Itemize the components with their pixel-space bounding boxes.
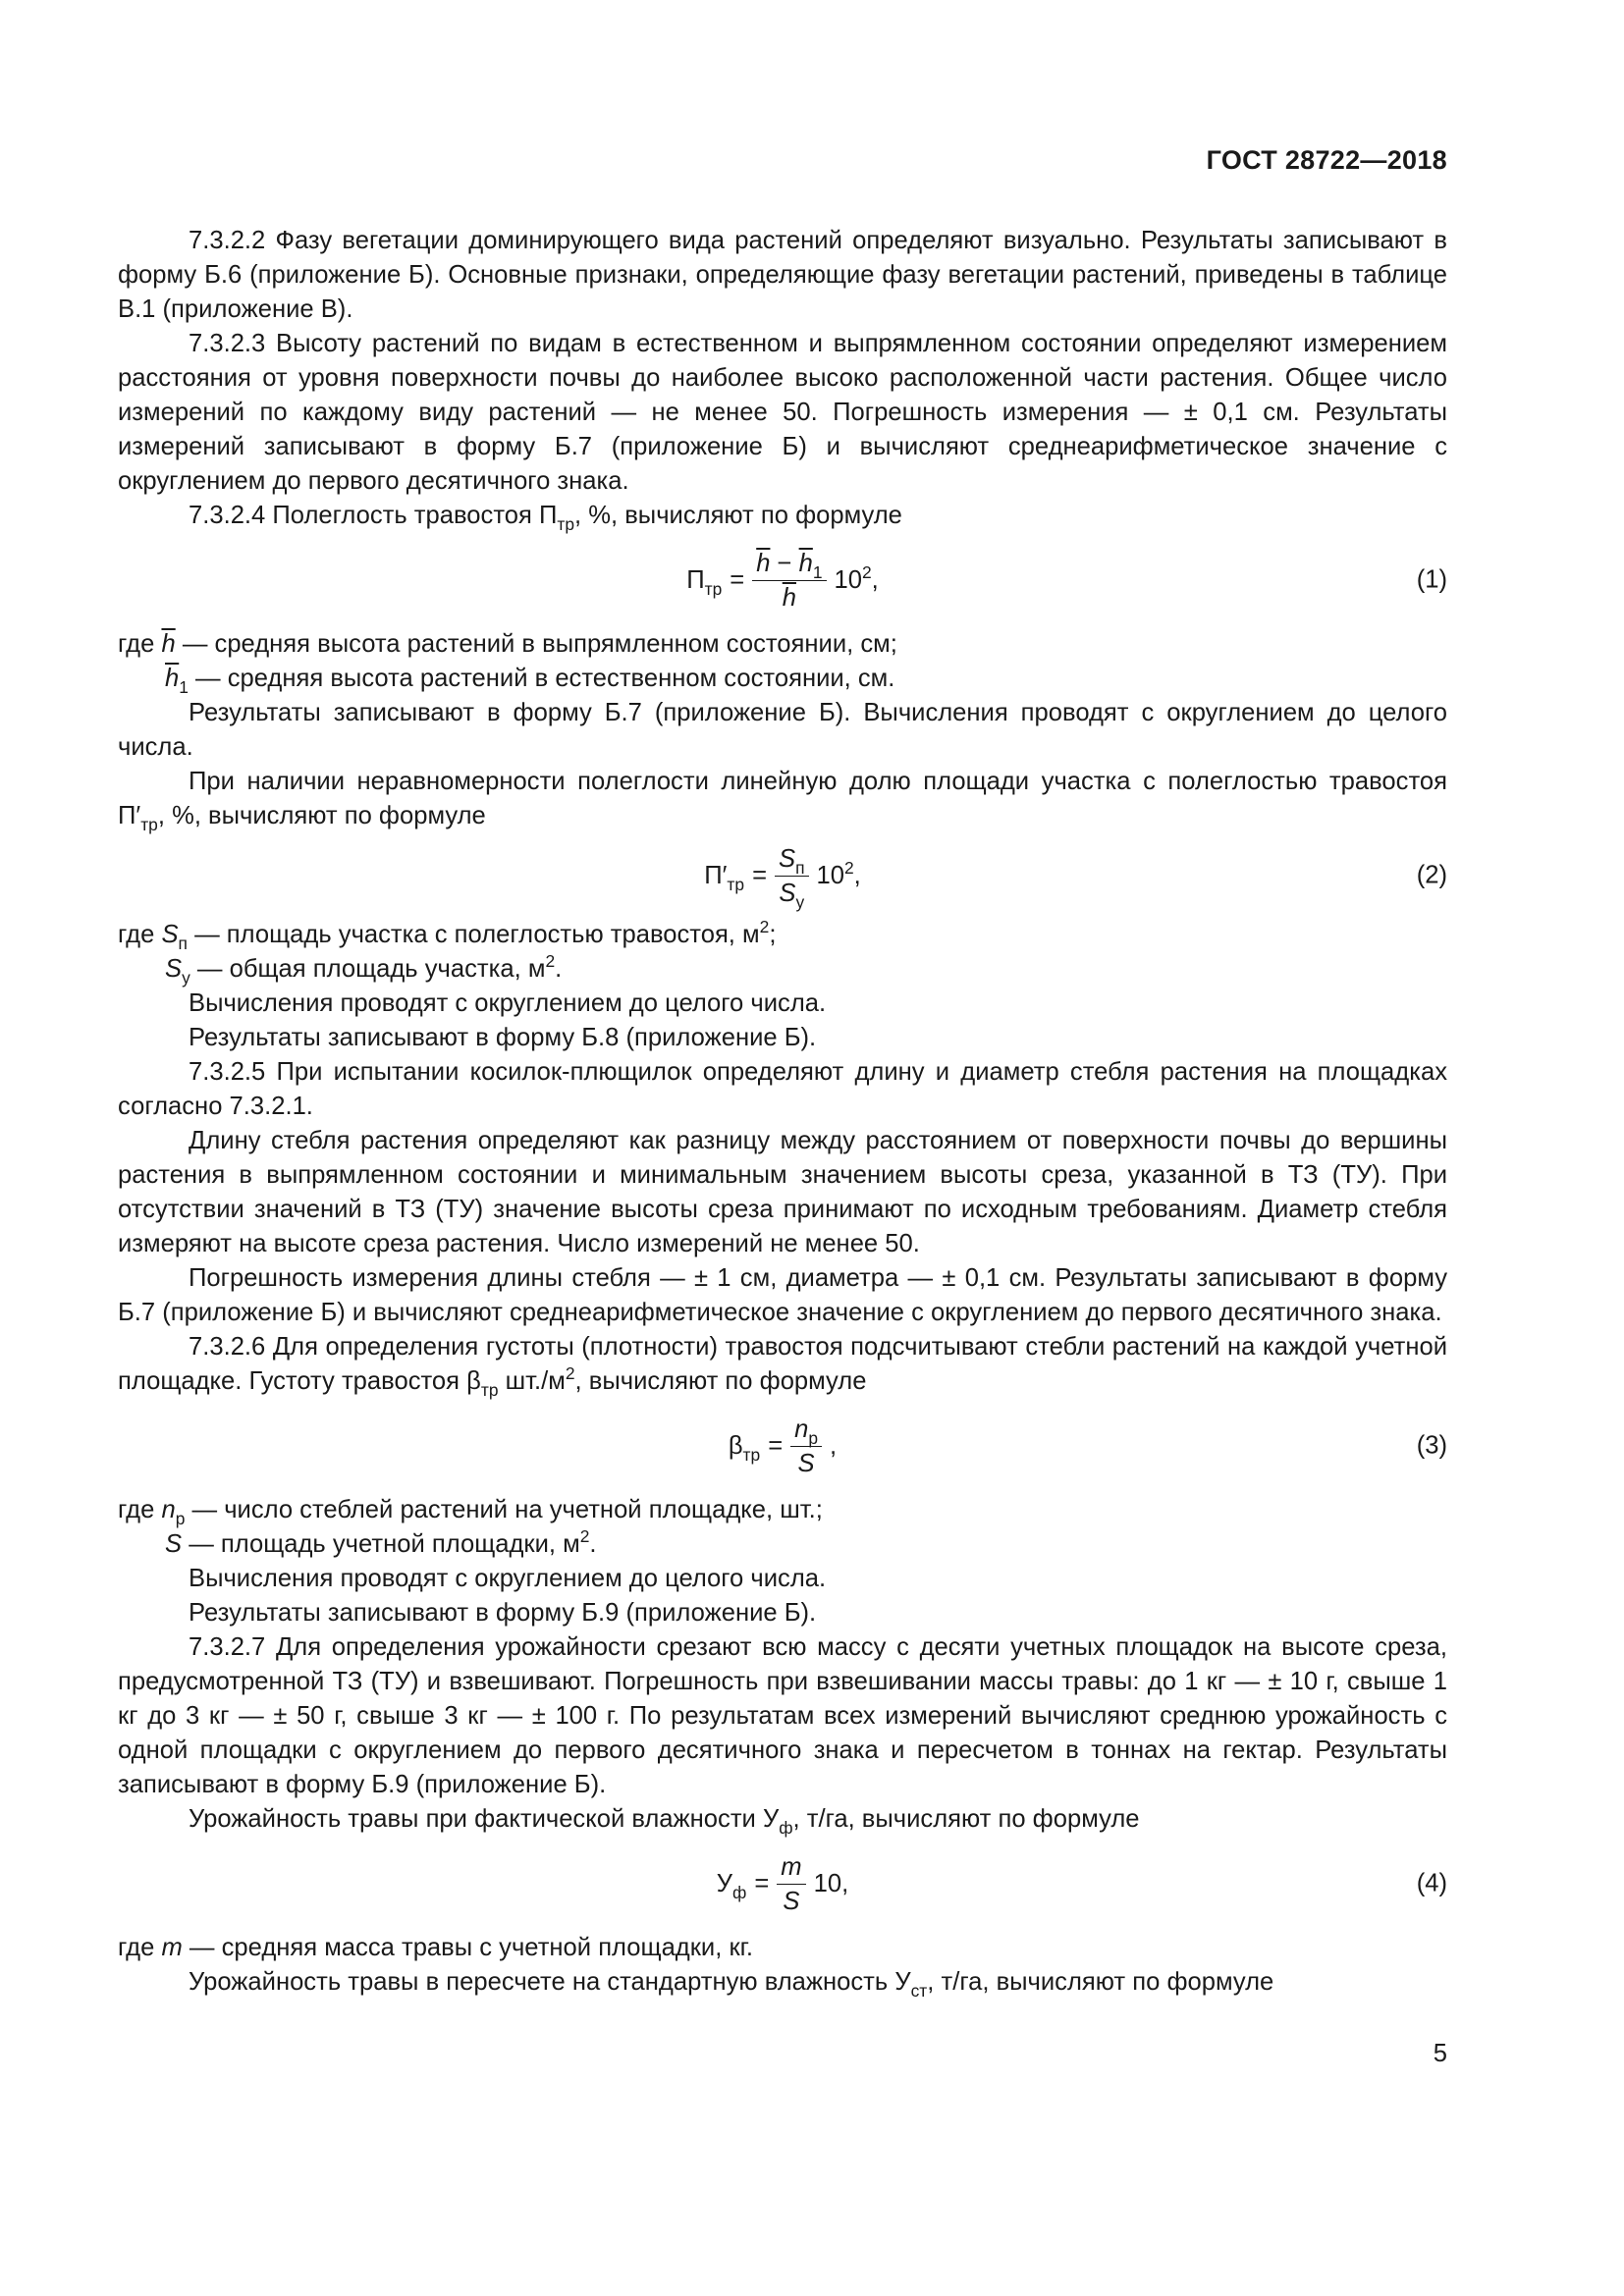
formula-3-fraction: $\frac{n_р}{S}$ [790,1415,822,1478]
where-1-line-2: $\overline{h}_1$ — средняя высота растений в естественном состоянии, см. [165,665,895,697]
where-1-line-1: где $\overline{h}$ — средняя высота растений в выпрямленном состоянии, см; [118,630,897,658]
where-4-line-1: где m — средняя масса травы с учетной площадки, кг. [118,1934,753,1961]
paragraph-uneven-lodging: При наличии неравномерности полеглости линейную долю площади участка с полеглостью травостоя $П'_{тр}$, %, вычисляют по формуле [118,768,1447,834]
where-3-line-2: S — площадь учетной площадки, $м^2$. [165,1526,597,1558]
paragraph-stem-length: Длину стебля растения определяют как разницу между расстоянием от поверхности почвы до вершины растения в выпрямленном состоянии и минимальным значением высоты среза, указанной в ТЗ (ТУ). При отсутствии значений в ТЗ (ТУ) значение высоты среза принимают по исходным требованиям. Диаметр стебля измеряют на высоте среза растения. Число измерений не менее 50. [118,1127,1447,1257]
paragraph-rounding-1: Вычисления проводят с округлением до целого числа. [189,989,827,1017]
formula-4-fraction: $\frac{m}{S}$ [777,1852,805,1916]
where-3-line-1: где $n_р$ — число стеблей растений на учетной площадке, шт.; [118,1496,823,1528]
formula-2-fraction: $\frac{S_п}{S_у}$ [775,844,809,908]
paragraph-results-b8: Результаты записывают в форму Б.8 (приложение Б). [189,1024,817,1051]
formula-1 [118,533,1447,627]
where-2-line-1: где $S_п$ — площадь участка с полеглостью травостоя, $м^2$; [118,917,777,953]
paragraph-yield-actual: Урожайность травы при фактической влажности $У_ф$, т/га, вычисляют по формуле [189,1805,1140,1838]
formula-2-number: (2) [1416,861,1447,889]
paragraph-7-3-2-7: 7.3.2.7 Для определения урожайности срезают всю массу с десяти учетных площадок на высоте среза, предусмотренной ТЗ (ТУ) и взвешивают. Погрешность при взвешивании массы травы: до 1 кг — ± 10 г, свыше 1 кг до 3 кг — ± 50 г, свыше 3 кг — ± 100 г. По результатам всех измерений вычисляют среднюю урожайность с одной площадки с округлением до первого десятичного знака и пересчетом в тоннах на гектар. Результаты записывают в форму Б.9 (приложение Б). [118,1633,1447,1798]
paragraph-results-b9: Результаты записывают в форму Б.9 (приложение Б). [189,1599,817,1627]
formula-3-number: (3) [1416,1431,1447,1460]
formula-2-expression: $П'_{тр}$ = $\frac{S_п}{S_у}$ $10^2$, [704,844,861,912]
formula-1-fraction: $\frac{\overline{h} - \overline{h}_1}{h}$ [752,549,826,613]
formula-4-number: (4) [1416,1869,1447,1897]
formula-2 [118,833,1447,918]
where-2-line-2: $S_у$ — общая площадь участка, $м^2$. [165,951,563,988]
paragraph-rounding-2: Вычисления проводят с округлением до целого числа. [189,1565,827,1592]
formula-1-expression: $П_{тр}$ = $\frac{\overline{h} - \overline{h}_1}{h}$ $10^2$, [686,549,879,612]
formula-4 [118,1837,1447,1931]
paragraph-7-3-2-5: 7.3.2.5 При испытании косилок-плющилок определяют длину и диаметр стебля растения на площадках согласно 7.3.2.1. [118,1058,1447,1120]
document-id-header: ГОСТ 28722—2018 [1206,145,1447,175]
paragraph-yield-standard: Урожайность травы в пересчете на стандартную влажность $У_{ст}$, т/га, вычисляют по формуле [189,1968,1274,2001]
paragraph-7-3-2-2: 7.3.2.2 Фазу вегетации доминирующего вида растений определяют визуально. Результаты записывают в форму Б.6 (приложение Б). Основные признаки, определяющие фазу вегетации растений, приведены в таблице В.1 (приложение В). [118,227,1447,323]
page-number: 5 [1433,2040,1447,2067]
formula-3 [118,1399,1447,1493]
formula-1-number: (1) [1416,565,1447,594]
formula-4-expression: $У_ф$ = $\frac{m}{S}$ 10, [716,1852,849,1915]
formula-3-expression: $\beta_{тр}$ = $\frac{n_р}{S}$ , [728,1415,838,1477]
paragraph-7-3-2-6: 7.3.2.6 Для определения густоты (плотности) травостоя подсчитывают стебли растений на каждой учетной площадке. Густоту травостоя $\beta_{тр}$ $шт./м^2$, вычисляют по формуле [118,1333,1447,1400]
paragraph-7-3-2-4: 7.3.2.4 Полеглость травостоя $П_{тр}$, %, вычисляют по формуле [189,502,902,534]
paragraph-stem-accuracy: Погрешность измерения длины стебля — ± 1 см, диаметра — ± 0,1 см. Результаты записывают в форму Б.7 (приложение Б) и вычисляют среднеарифметическое значение с округлением до первого десятичного знака. [118,1264,1447,1326]
paragraph-7-3-2-3: 7.3.2.3 Высоту растений по видам в естественном и выпрямленном состоянии определяют измерением расстояния от уровня поверхности почвы до наиболее высоко расположенной части растения. Общее число измерений по каждому виду растений — не менее 50. Погрешность измерения — ± 0,1 см. Результаты измерений записывают в форму Б.7 (приложение Б) и вычисляют среднеарифметическое значение с округлением до первого десятичного знака. [118,330,1447,495]
document-body [118,224,1447,2000]
paragraph-results-b7: Результаты записывают в форму Б.7 (приложение Б). Вычисления проводят с округлением до целого числа. [118,699,1447,761]
